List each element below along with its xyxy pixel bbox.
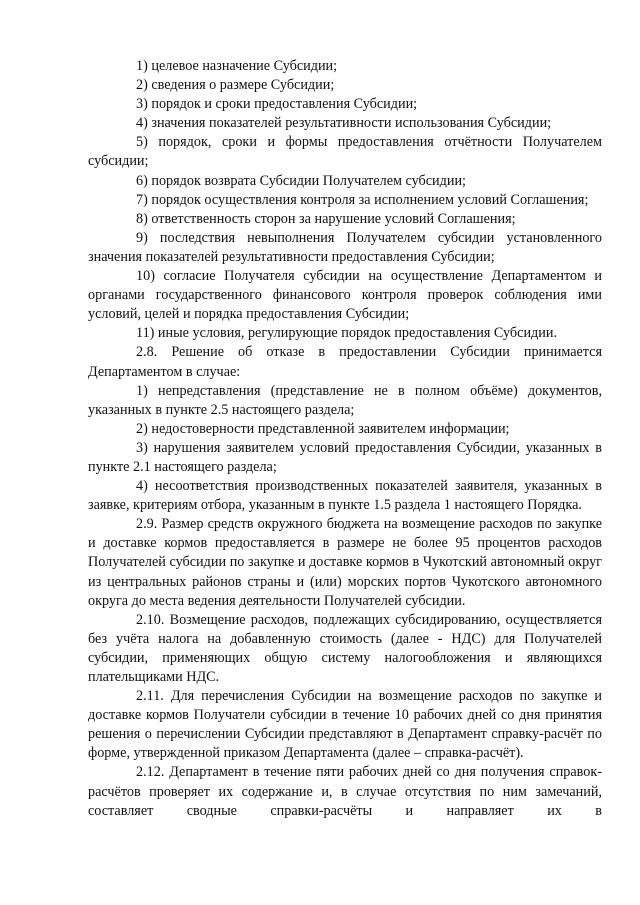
paragraph-condition-9: 9) последствия невыполнения Получателем субсидии установленного значения показателей результативности предоставления Субсидии;	[88, 229, 602, 265]
paragraph-section-2-12: 2.12. Департамент в течение пяти рабочих дней со дня получения справок-расчётов проверяет их содержание и, в случае отсутствия по ним замечаний, составляет сводные справки-расчёты и направляет их в	[88, 764, 602, 819]
paragraph-condition-8: 8) ответственность сторон за нарушение условий Соглашения;	[136, 210, 516, 227]
paragraph-section-2-8: 2.8. Решение об отказе в предоставлении Субсидии принимается Департаментом в случае:	[88, 344, 602, 380]
paragraph-section-2-11: 2.11. Для перечисления Субсидии на возмещение расходов по закупке и доставке кормов Получатели субсидии в течение 10 рабочих дней со дня принятия решения о перечислении Субсидии представляют в Департамент справку-расчёт по форме, утвержденной приказом Департамента (далее – справка-расчёт).	[88, 688, 602, 762]
paragraph-section-2-10: 2.10. Возмещение расходов, подлежащих субсидированию, осуществляется без учёта налога на добавленную стоимость (далее - НДС) для Получателей субсидии, применяющих общую систему налогообложения и являющихся плательщиками НДС.	[88, 611, 602, 685]
paragraph-refusal-1: 1) непредставления (представление не в полном объёме) документов, указанных в пункте 2.5 настоящего раздела;	[88, 382, 602, 418]
paragraph-condition-2: 2) сведения о размере Субсидии;	[136, 77, 335, 94]
paragraph-condition-5: 5) порядок, сроки и формы предоставления отчётности Получателем субсидии;	[88, 134, 602, 170]
paragraph-condition-1: 1) целевое назначение Субсидии;	[136, 58, 338, 74]
paragraph-condition-11: 11) иные условия, регулирующие порядок предоставления Субсидии.	[136, 325, 557, 342]
paragraph-condition-10: 10) согласие Получателя субсидии на осуществление Департаментом и органами государственного финансового контроля проверок соблюдения ими условий, целей и порядка предоставления Субсидии;	[88, 268, 602, 323]
document-page	[88, 57, 602, 821]
paragraph-condition-3: 3) порядок и сроки предоставления Субсидии;	[136, 96, 418, 113]
paragraph-refusal-4: 4) несоответствия производственных показателей заявителя, указанных в заявке, критериям отбора, указанным в пункте 1.5 раздела 1 настоящего Порядка.	[88, 478, 602, 514]
paragraph-condition-4: 4) значения показателей результативности использования Субсидии;	[136, 115, 552, 132]
paragraph-refusal-3: 3) нарушения заявителем условий предоставления Субсидии, указанных в пункте 2.1 настоящего раздела;	[88, 439, 602, 475]
paragraph-refusal-2: 2) недостоверности представленной заявителем информации;	[136, 420, 510, 437]
paragraph-condition-7: 7) порядок осуществления контроля за исполнением условий Соглашения;	[136, 191, 589, 208]
paragraph-section-2-9: 2.9. Размер средств окружного бюджета на возмещение расходов по закупке и доставке кормов предоставляется в размере не более 95 процентов расходов Получателей субсидии по закупке и доставке кормов в Чукотский автономный округ из центральных районов страны и (или) морских портов Чукотского автономного округа до места ведения деятельности Получателей субсидии.	[88, 516, 602, 609]
paragraph-condition-6: 6) порядок возврата Субсидии Получателем субсидии;	[136, 172, 466, 189]
